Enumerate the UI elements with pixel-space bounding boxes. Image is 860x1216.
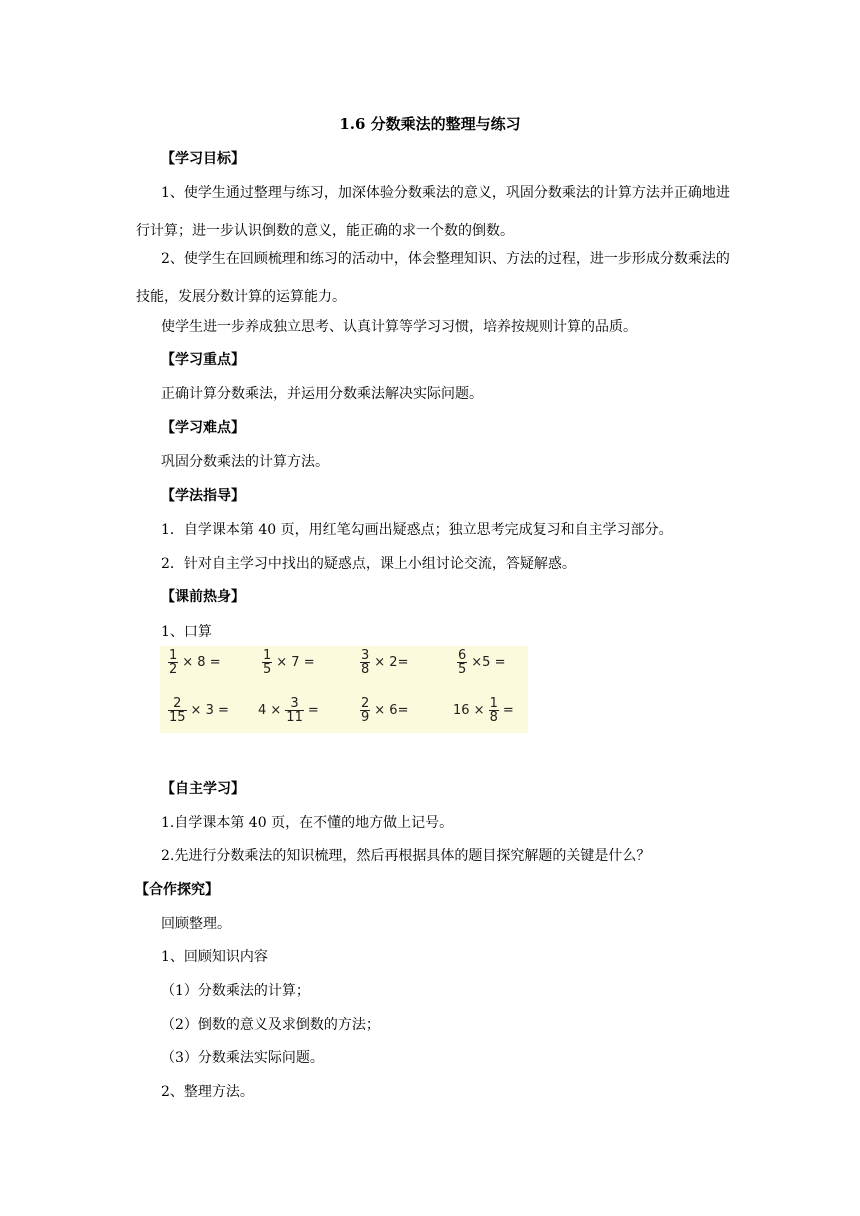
coop-heading: 【合作探究】: [135, 882, 219, 898]
goals-paragraph-2: 2、使学生在回顾梳理和练习的活动中，体会整理知识、方法的过程，进一步形成分数乘法的技能，发展分数计算的运算能力。: [136, 251, 730, 305]
fraction: [457, 649, 467, 676]
coop-item: （1）分数乘法的计算；: [161, 983, 310, 999]
exercise-item: [256, 649, 317, 676]
key-text: 正确计算分数乘法，并运用分数乘法解决实际问题。: [161, 386, 483, 402]
numerator: 1: [263, 648, 272, 663]
denominator: 5: [263, 662, 272, 677]
exercise-prefix: 16 ×: [453, 703, 485, 718]
exercise-item: [162, 697, 231, 724]
fraction: [360, 697, 370, 724]
fraction: [168, 649, 178, 676]
exercise-suffix: × 7 =: [276, 655, 315, 670]
goals-paragraph-3: 使学生进一步养成独立思考、认真计算等学习习惯，培养按规则计算的品质。: [161, 319, 637, 335]
denominator: 9: [361, 710, 370, 725]
exercise-suffix: × 2=: [374, 655, 409, 670]
denominator: 5: [458, 662, 467, 677]
fraction: [489, 697, 499, 724]
fraction: [360, 649, 370, 676]
warmup-subheading: 1、口算: [161, 624, 212, 640]
coop-item: （3）分数乘法实际问题。: [161, 1050, 324, 1066]
self-study-item: 1.自学课本第 40 页，在不懂的地方做上记号。: [161, 815, 454, 831]
coop-item: （2）倒数的意义及求倒数的方法；: [161, 1017, 380, 1033]
difficulty-text: 巩固分数乘法的计算方法。: [161, 454, 329, 470]
numerator: 1: [169, 648, 178, 663]
numerator: 2: [361, 696, 370, 711]
guide-item: 1．自学课本第 40 页，用红笔勾画出疑惑点；独立思考完成复习和自主学习部分。: [161, 522, 673, 538]
denominator: 8: [361, 662, 370, 677]
self-study-heading: 【自主学习】: [161, 781, 245, 797]
exercise-suffix: × 6=: [374, 703, 409, 718]
warmup-heading: 【课前热身】: [161, 589, 245, 605]
fraction: [262, 649, 272, 676]
coop-subheading-2: 2、整理方法。: [161, 1084, 254, 1100]
coop-intro: 回顾整理。: [161, 916, 231, 932]
exercise-item: [256, 697, 321, 724]
exercise-suffix: ×5 =: [471, 655, 506, 670]
page-title: 1.6 分数乘法的整理与练习: [339, 115, 521, 133]
exercise-item: [354, 649, 410, 676]
exercise-item: [451, 649, 507, 676]
guide-heading: 【学法指导】: [161, 488, 245, 504]
coop-subheading-1: 1、回顾知识内容: [161, 949, 268, 965]
exercise-suffix: × 8 =: [182, 655, 221, 670]
guide-item: 2．针对自主学习中找出的疑惑点，课上小组讨论交流，答疑解惑。: [161, 556, 576, 572]
self-study-item: 2.先进行分数乘法的知识梳理，然后再根据具体的题目探究解题的关键是什么？: [161, 848, 651, 864]
mental-math-box: [160, 646, 528, 733]
goals-heading: 【学习目标】: [161, 151, 245, 167]
numerator: 3: [361, 648, 370, 663]
goals-paragraph-1: 1、使学生通过整理与练习，加深体验分数乘法的意义，巩固分数乘法的计算方法并正确地进行计算；进一步认识倒数的意义，能正确的求一个数的倒数。: [136, 185, 730, 239]
difficulty-heading: 【学习难点】: [161, 420, 245, 436]
denominator: 11: [286, 710, 303, 725]
exercise-suffix: =: [307, 703, 319, 718]
exercise-item: [354, 697, 410, 724]
exercise-prefix: 4 ×: [258, 703, 282, 718]
fraction: [168, 697, 187, 724]
denominator: 15: [169, 710, 186, 725]
numerator: 1: [489, 696, 498, 711]
numerator: 3: [290, 696, 299, 711]
exercise-suffix: × 3 =: [190, 703, 229, 718]
numerator: 2: [173, 696, 182, 711]
exercise-item: [162, 649, 223, 676]
exercise-item: [451, 697, 516, 724]
key-heading: 【学习重点】: [161, 352, 245, 368]
fraction: [285, 697, 304, 724]
exercise-suffix: =: [502, 703, 514, 718]
denominator: 8: [489, 710, 498, 725]
numerator: 6: [458, 648, 467, 663]
denominator: 2: [169, 662, 178, 677]
